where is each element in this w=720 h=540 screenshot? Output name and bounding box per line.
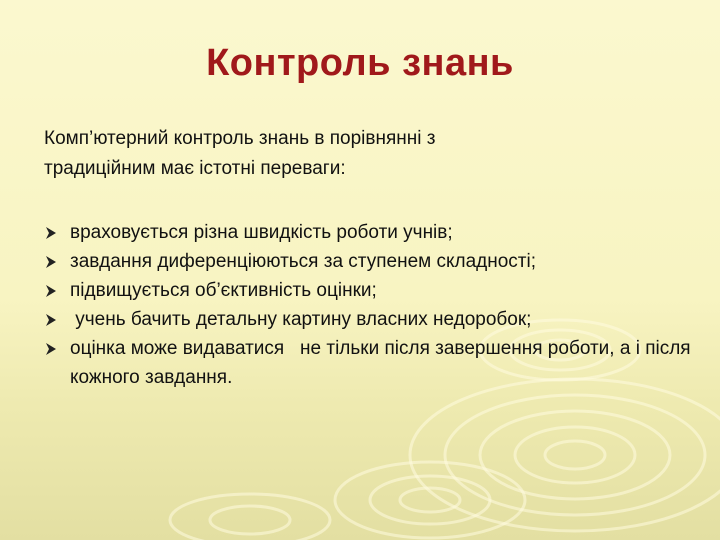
list-item <box>44 218 694 247</box>
list-item <box>44 276 694 305</box>
list-item-text: враховується різна швидкість роботи учнів; <box>70 222 453 243</box>
arrowhead-bullet-icon <box>44 255 58 269</box>
list-item <box>44 305 694 334</box>
intro-paragraph <box>44 124 684 184</box>
arrowhead-bullet-icon <box>44 313 58 327</box>
arrowhead-bullet-icon <box>44 226 58 240</box>
list-item <box>44 247 694 276</box>
arrowhead-bullet-icon <box>44 342 58 356</box>
list-item <box>44 334 694 392</box>
list-item-text: учень бачить детальну картину власних недоробок; <box>70 309 532 330</box>
list-item-text: оцінка може видаватися не тільки після завершення роботи, а і після кожного завдання. <box>70 338 696 388</box>
list-item-text: підвищується об’єктивність оцінки; <box>70 280 377 301</box>
arrowhead-bullet-icon <box>44 284 58 298</box>
slide-title: Контроль знань <box>206 42 514 84</box>
benefits-list <box>44 218 694 392</box>
intro-line-2: традиційним має істотні переваги: <box>44 158 346 179</box>
list-item-text: завдання диференціюються за ступенем складності; <box>70 251 537 272</box>
intro-line-1: Комп’ютерний контроль знань в порівнянні з <box>44 128 436 149</box>
